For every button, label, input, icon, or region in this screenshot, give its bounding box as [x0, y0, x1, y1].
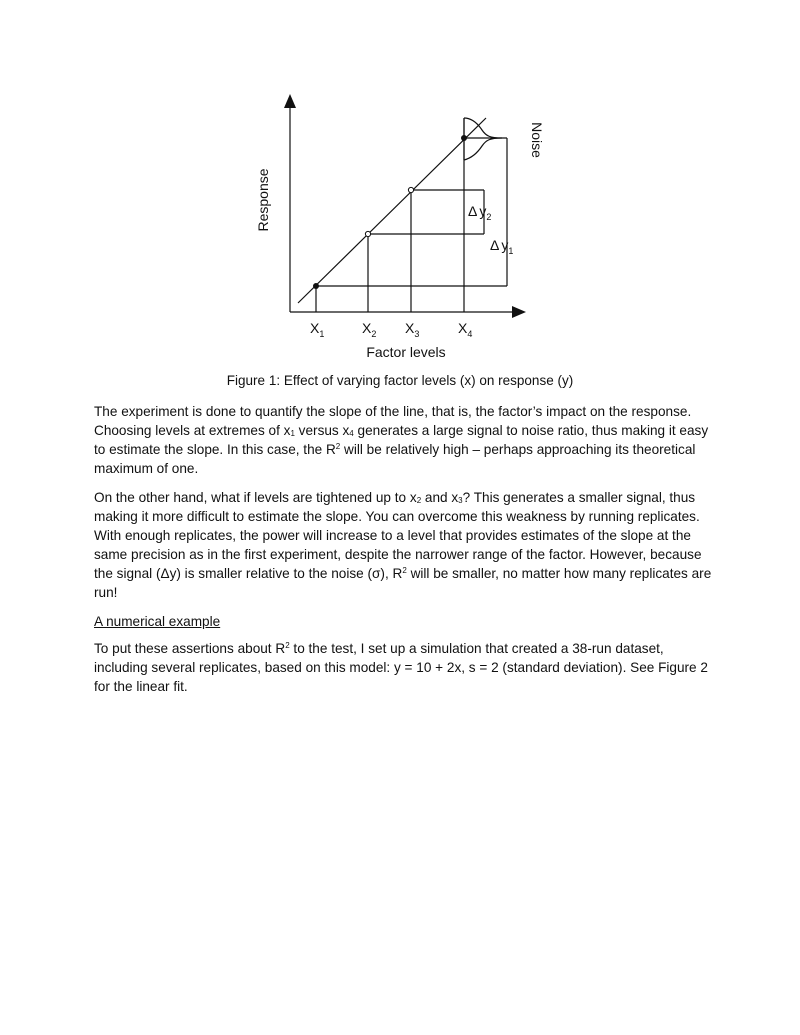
x-axis-arrow: [512, 306, 526, 318]
figure-1-diagram: [240, 88, 560, 368]
x-axis-label: Factor levels: [366, 344, 446, 360]
section-heading-numerical-example: A numerical example: [94, 614, 221, 629]
noise-distribution-curve: [464, 118, 502, 160]
paragraph-simulation: To put these assertions about $R^2$ to the test, I set up a simulation that created a 38-run dataset, including several replicates, based on this model: y = 10 + 2x, s = 2 (standard deviation). See Figure 2 for the linear fit.: [94, 641, 708, 694]
noise-label: Noise: [529, 122, 545, 158]
paragraph-tightened-levels: On the other hand, what if levels are tightened up to $x_2$ and $x_3$? This generates a smaller signal, thus making it more difficult to estimate the slope. You can overcome this weakness by running replicates. With enough replicates, the power will increase to a level that provides estimates of the slope at the same precision as in the first experiment, despite the narrower range of the factor. However, because the signal (Δy) is smaller relative to the noise (σ), $R^2$ will be smaller, no matter how many replicates are run!: [94, 490, 712, 600]
delta-y1-label: Δ $y_1$: [490, 237, 514, 256]
x-tick-x4: $X_4$: [458, 320, 473, 339]
response-line: [298, 118, 486, 303]
y-axis-label: Response: [255, 168, 271, 232]
paragraph-signal-to-noise: The experiment is done to quantify the slope of the line, that is, the factor’s impact on the response. Choosing levels at extremes of $x_1$ versus $x_4$ generates a large signal to noise ratio, thus making it easy to estimate the slope. In this case, the $R^2$ will be relatively high – perhaps approaching its theoretical maximum of one.: [94, 404, 709, 476]
x-tick-x3: $X_3$: [405, 320, 420, 339]
delta-y2-label: Δ $y_2$: [468, 203, 492, 222]
y-axis-arrow: [284, 94, 296, 108]
x-tick-x2: $X_2$: [362, 320, 377, 339]
x-tick-x1: $X_1$: [310, 320, 325, 339]
point-x3: [408, 187, 413, 192]
point-x4: [461, 135, 467, 141]
point-x2: [365, 231, 370, 236]
figure-1-caption: Figure 1: Effect of varying factor levels (x) on response (y): [226, 373, 574, 388]
point-x1: [313, 283, 319, 289]
